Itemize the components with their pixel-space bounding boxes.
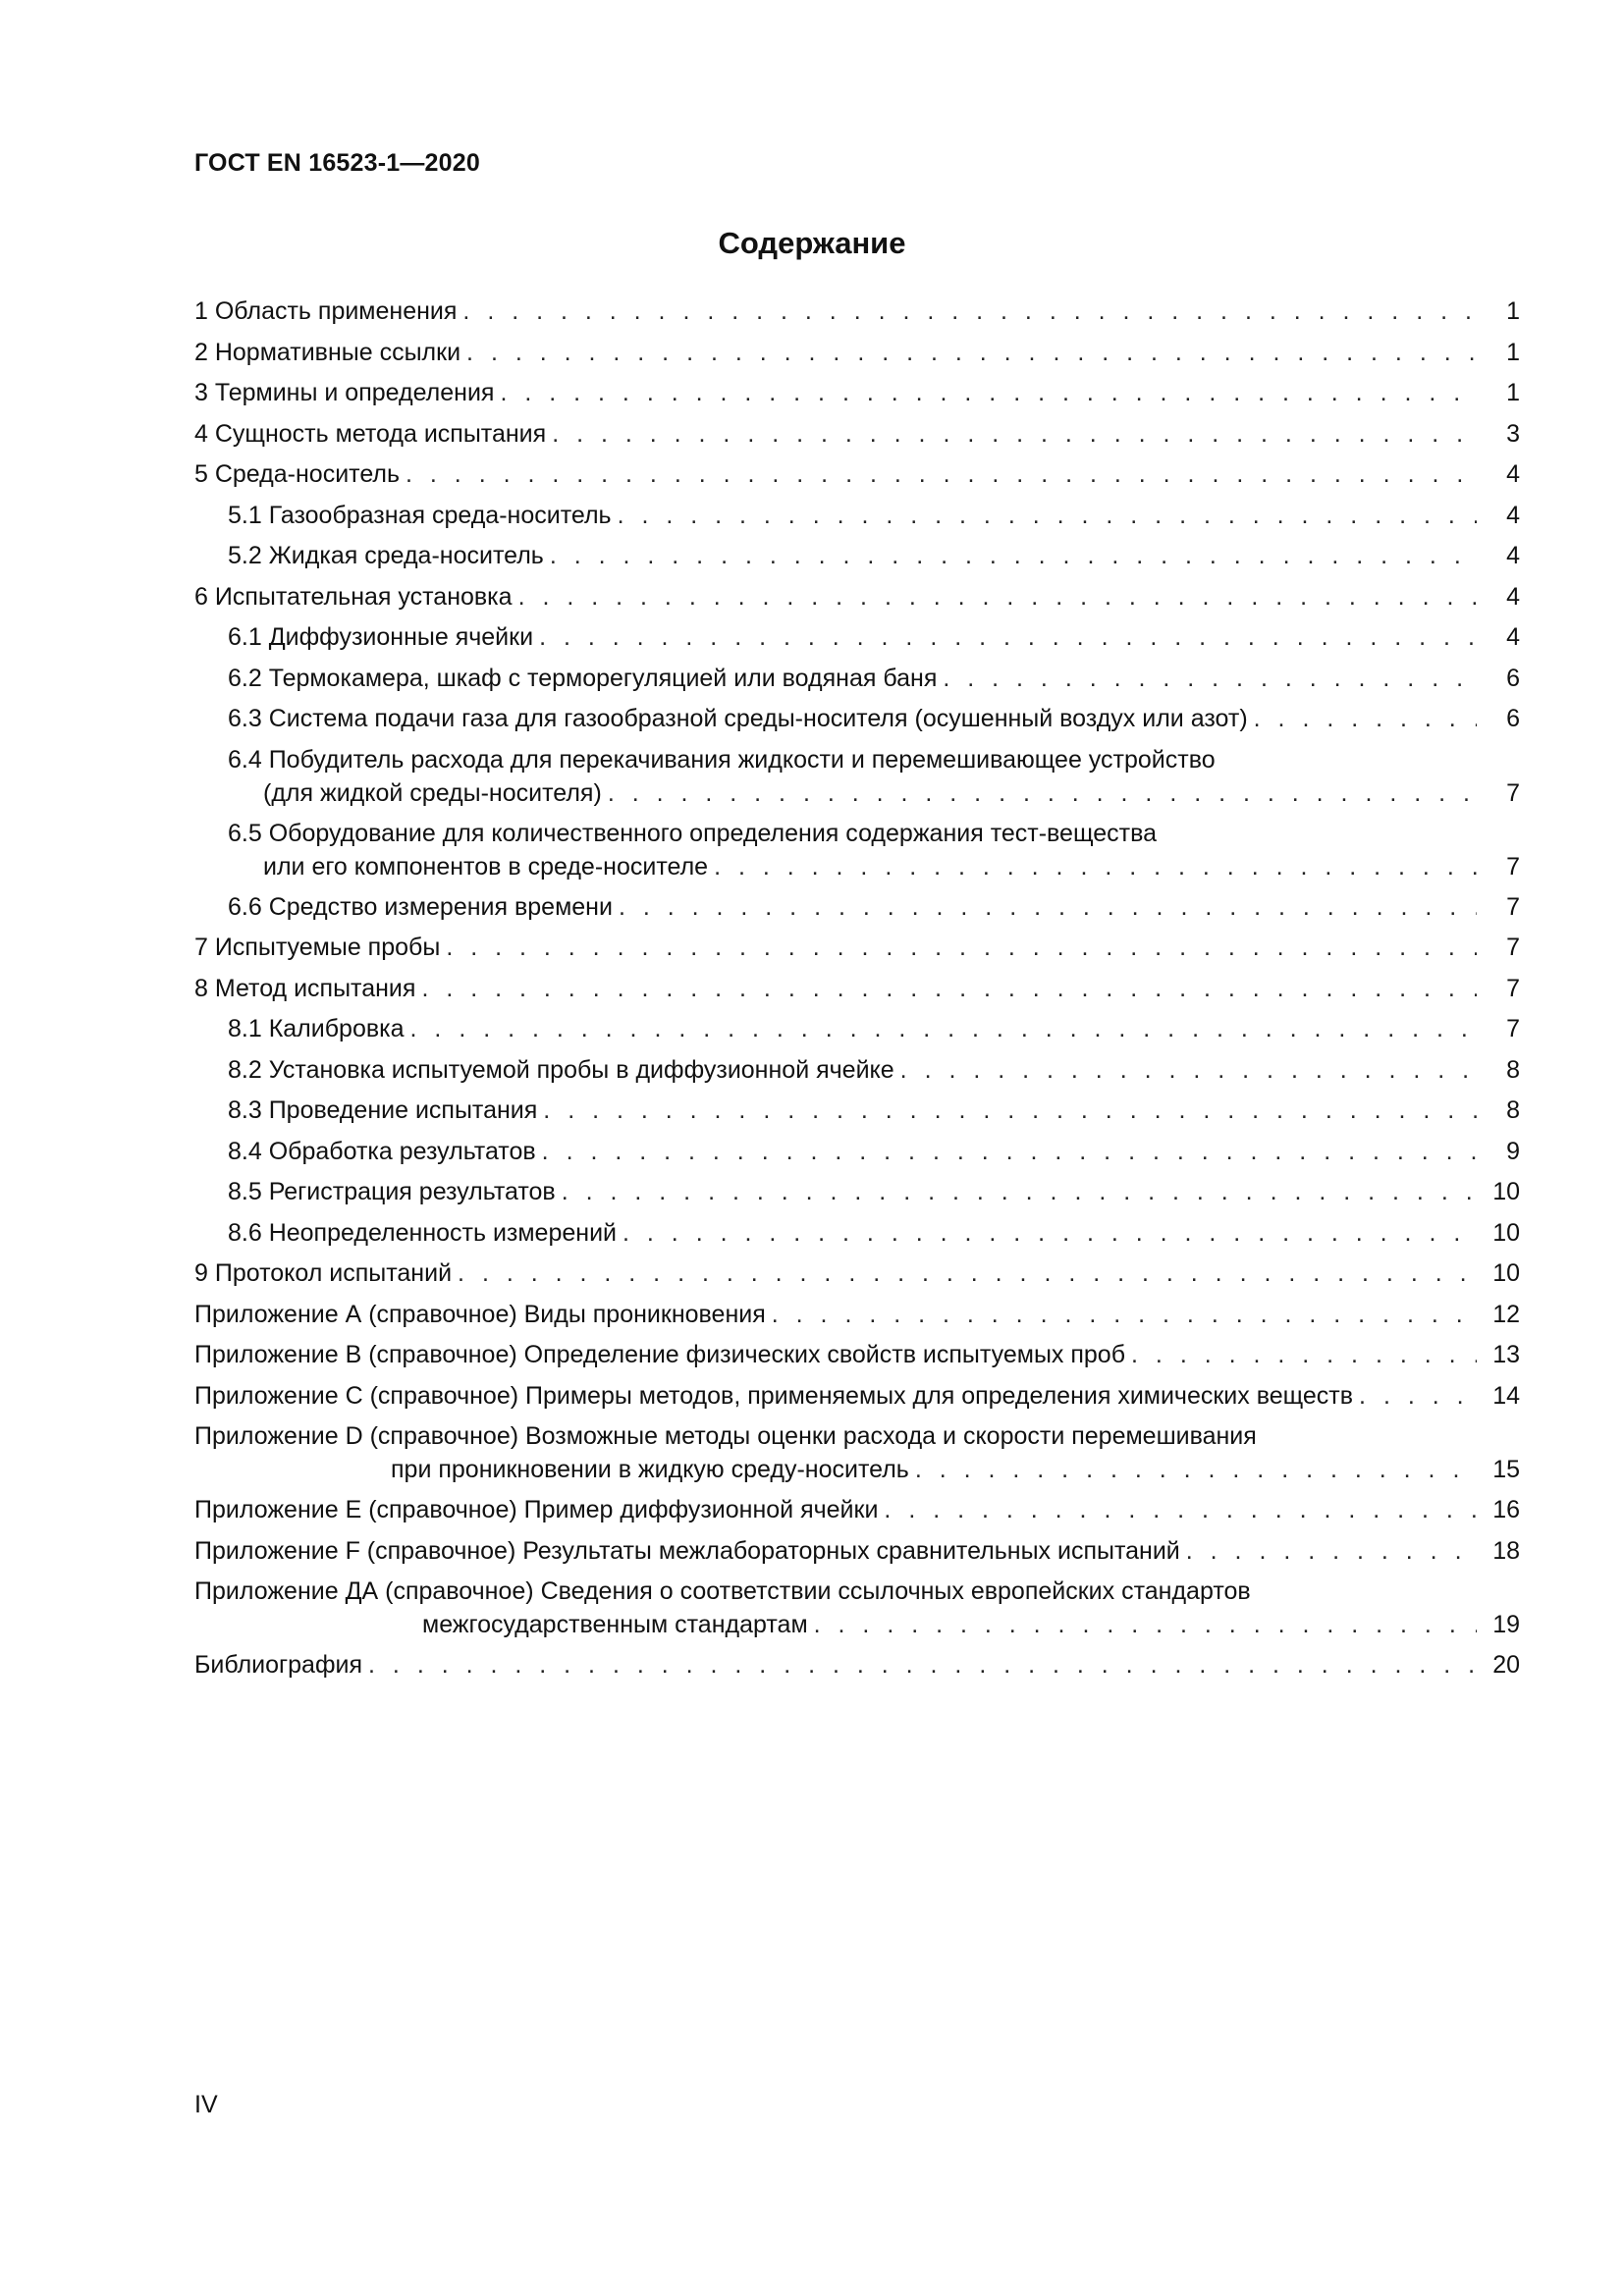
toc-page-number: 4	[1506, 542, 1520, 569]
dot-leader	[446, 931, 1477, 964]
dot-leader	[772, 1298, 1477, 1331]
toc-entry-title: 6.3 Система подачи газа для газообразной среды-носителя (осушенный воздух или азот)	[228, 705, 1248, 732]
toc-page-number: 4	[1506, 460, 1520, 488]
toc-entry[interactable]	[194, 336, 1520, 377]
dot-leader	[1186, 1534, 1477, 1568]
toc-entry[interactable]	[194, 376, 1520, 417]
toc-entry-title: Приложение Е (справочное) Пример диффузионной ячейки	[194, 1496, 879, 1523]
toc-page-number: 19	[1492, 1611, 1520, 1638]
toc-page-number: 18	[1492, 1536, 1520, 1565]
dot-leader	[884, 1493, 1477, 1526]
toc-entry-title: 9 Протокол испытаний	[194, 1259, 453, 1287]
dot-leader	[462, 294, 1477, 328]
toc-entry[interactable]	[194, 499, 1520, 540]
toc-page-number: 8	[1506, 1096, 1520, 1124]
table-of-contents	[194, 294, 1520, 1689]
toc-entry-title: Приложение А (справочное) Виды проникновения	[194, 1300, 766, 1328]
toc-entry[interactable]	[194, 1493, 1520, 1534]
dot-leader	[406, 457, 1477, 491]
dot-leader	[1254, 702, 1477, 735]
toc-entry[interactable]	[194, 1053, 1520, 1095]
toc-entry[interactable]	[194, 1379, 1520, 1420]
dot-leader	[421, 972, 1477, 1005]
toc-entry-title: 4 Сущность метода испытания	[194, 419, 547, 448]
toc-entry[interactable]	[194, 931, 1520, 972]
dot-leader	[915, 1453, 1477, 1486]
toc-title: Содержание	[718, 226, 906, 260]
toc-entry-title: 7 Испытуемые пробы	[194, 934, 441, 961]
toc-page-number: 7	[1506, 778, 1520, 807]
dot-leader	[943, 662, 1477, 695]
toc-entry-title: 8 Метод испытания	[194, 974, 416, 1002]
toc-page-number: 1	[1506, 297, 1520, 325]
document-header: ГОСТ EN 16523-1—2020	[194, 149, 480, 177]
toc-entry-title: Приложение В (справочное) Определение физических свойств испытуемых проб	[194, 1341, 1126, 1368]
toc-entry-title: 8.1 Калибровка	[228, 1015, 405, 1042]
toc-entry-title: 6.5 Оборудование для количественного определения содержания тест-вещества	[228, 819, 1157, 847]
dot-leader	[900, 1053, 1477, 1087]
toc-entry[interactable]	[194, 294, 1520, 336]
toc-page-number: 13	[1492, 1341, 1520, 1368]
dot-leader	[410, 1012, 1477, 1045]
toc-page-number: 4	[1506, 582, 1520, 611]
toc-entry[interactable]	[194, 817, 1520, 890]
toc-entry-title: 5.1 Газообразная среда-носитель	[228, 501, 612, 529]
toc-entry[interactable]	[194, 1298, 1520, 1339]
dot-leader	[562, 1175, 1477, 1208]
toc-entry-title: 8.5 Регистрация результатов	[228, 1178, 556, 1205]
toc-entry[interactable]	[194, 1419, 1520, 1493]
toc-entry[interactable]	[194, 580, 1520, 621]
toc-page-number: 7	[1506, 852, 1520, 881]
toc-page-number: 1	[1506, 338, 1520, 366]
dot-leader	[814, 1608, 1477, 1641]
toc-page-number: 7	[1506, 974, 1520, 1002]
toc-entry[interactable]	[194, 1135, 1520, 1176]
toc-page-number: 10	[1492, 1218, 1520, 1247]
toc-entry-title-continued: при проникновении в жидкую среду-носитель	[391, 1456, 909, 1483]
toc-entry[interactable]	[194, 417, 1520, 458]
toc-page-number: 20	[1492, 1651, 1520, 1679]
toc-entry-title: 6 Испытательная установка	[194, 582, 513, 611]
toc-entry-title: Приложение С (справочное) Примеры методов, применяемых для определения химических веществ	[194, 1381, 1354, 1410]
toc-entry[interactable]	[194, 1175, 1520, 1216]
toc-entry-title: 8.2 Установка испытуемой пробы в диффузионной ячейке	[228, 1055, 894, 1084]
dot-leader	[550, 539, 1477, 572]
toc-entry[interactable]	[194, 662, 1520, 703]
toc-entry-title: 6.1 Диффузионные ячейки	[228, 623, 534, 651]
toc-page-number: 15	[1492, 1456, 1520, 1483]
toc-page-number: 7	[1506, 892, 1520, 921]
dot-leader	[458, 1256, 1477, 1290]
toc-page-number: 14	[1492, 1381, 1520, 1410]
toc-page-number: 1	[1506, 379, 1520, 406]
dot-leader	[539, 620, 1477, 654]
toc-page-number: 7	[1506, 1015, 1520, 1042]
toc-page-number: 9	[1506, 1137, 1520, 1165]
toc-entry-title: 6.2 Термокамера, шкаф с терморегуляцией или водяная баня	[228, 664, 938, 692]
toc-entry[interactable]	[194, 620, 1520, 662]
toc-entry[interactable]	[194, 457, 1520, 499]
toc-entry[interactable]	[194, 1256, 1520, 1298]
dot-leader	[542, 1135, 1477, 1168]
toc-page-number: 4	[1506, 623, 1520, 651]
dot-leader	[1131, 1338, 1477, 1371]
toc-entry[interactable]	[194, 1012, 1520, 1053]
dot-leader	[619, 890, 1477, 924]
toc-entry-title: Библиография	[194, 1651, 363, 1679]
toc-entry-title: 8.6 Неопределенность измерений	[228, 1218, 618, 1247]
toc-entry-title: 3 Термины и определения	[194, 379, 495, 406]
toc-page-number: 6	[1506, 664, 1520, 692]
toc-entry-title: 1 Область применения	[194, 297, 458, 325]
toc-entry-title: 5 Среда-носитель	[194, 460, 401, 488]
toc-entry[interactable]	[194, 539, 1520, 580]
toc-entry[interactable]	[194, 1338, 1520, 1379]
page-number: IV	[194, 2091, 218, 2118]
toc-page-number: 10	[1492, 1178, 1520, 1205]
toc-entry[interactable]	[194, 1094, 1520, 1135]
toc-entry-title: Приложение D (справочное) Возможные методы оценки расхода и скорости перемешивания	[194, 1422, 1257, 1450]
toc-entry[interactable]	[194, 1216, 1520, 1257]
dot-leader	[618, 499, 1477, 532]
toc-entry[interactable]	[194, 743, 1520, 817]
toc-entry-title-continued: межгосударственным стандартам	[422, 1611, 808, 1638]
toc-entry-title-continued: (для жидкой среды-носителя)	[263, 778, 602, 807]
dot-leader	[500, 376, 1477, 409]
toc-page-number: 7	[1506, 934, 1520, 961]
toc-page-number: 3	[1506, 419, 1520, 448]
toc-page-number: 16	[1492, 1496, 1520, 1523]
dot-leader	[1359, 1379, 1477, 1413]
toc-page-number: 10	[1492, 1259, 1520, 1287]
toc-entry-title: Приложение ДА (справочное) Сведения о соответствии ссылочных европейских стандартов	[194, 1577, 1251, 1605]
dot-leader	[608, 776, 1477, 810]
toc-entry[interactable]	[194, 890, 1520, 932]
dot-leader	[552, 417, 1477, 451]
toc-entry-title: 6.4 Побудитель расхода для перекачивания жидкости и перемешивающее устройство	[228, 745, 1216, 774]
toc-entry-title: Приложение F (справочное) Результаты межлабораторных сравнительных испытаний	[194, 1536, 1180, 1565]
toc-entry-title: 2 Нормативные ссылки	[194, 338, 461, 366]
toc-entry[interactable]	[194, 972, 1520, 1013]
toc-entry-title-continued: или его компонентов в среде-носителе	[263, 852, 709, 881]
dot-leader	[714, 850, 1477, 883]
toc-entry[interactable]	[194, 1534, 1520, 1575]
toc-entry-title: 6.6 Средство измерения времени	[228, 892, 613, 921]
toc-entry-title: 8.3 Проведение испытания	[228, 1096, 538, 1124]
toc-page-number: 6	[1506, 705, 1520, 732]
toc-page-number: 12	[1492, 1300, 1520, 1328]
toc-entry-title: 5.2 Жидкая среда-носитель	[228, 542, 544, 569]
toc-entry[interactable]	[194, 1648, 1520, 1689]
dot-leader	[623, 1216, 1477, 1250]
dot-leader	[543, 1094, 1477, 1127]
dot-leader	[466, 336, 1477, 369]
toc-page-number: 8	[1506, 1055, 1520, 1084]
dot-leader	[518, 580, 1477, 614]
toc-entry-title: 8.4 Обработка результатов	[228, 1137, 536, 1165]
toc-entry[interactable]	[194, 702, 1520, 743]
toc-entry[interactable]	[194, 1575, 1520, 1648]
toc-page-number: 4	[1506, 501, 1520, 529]
dot-leader	[368, 1648, 1477, 1682]
